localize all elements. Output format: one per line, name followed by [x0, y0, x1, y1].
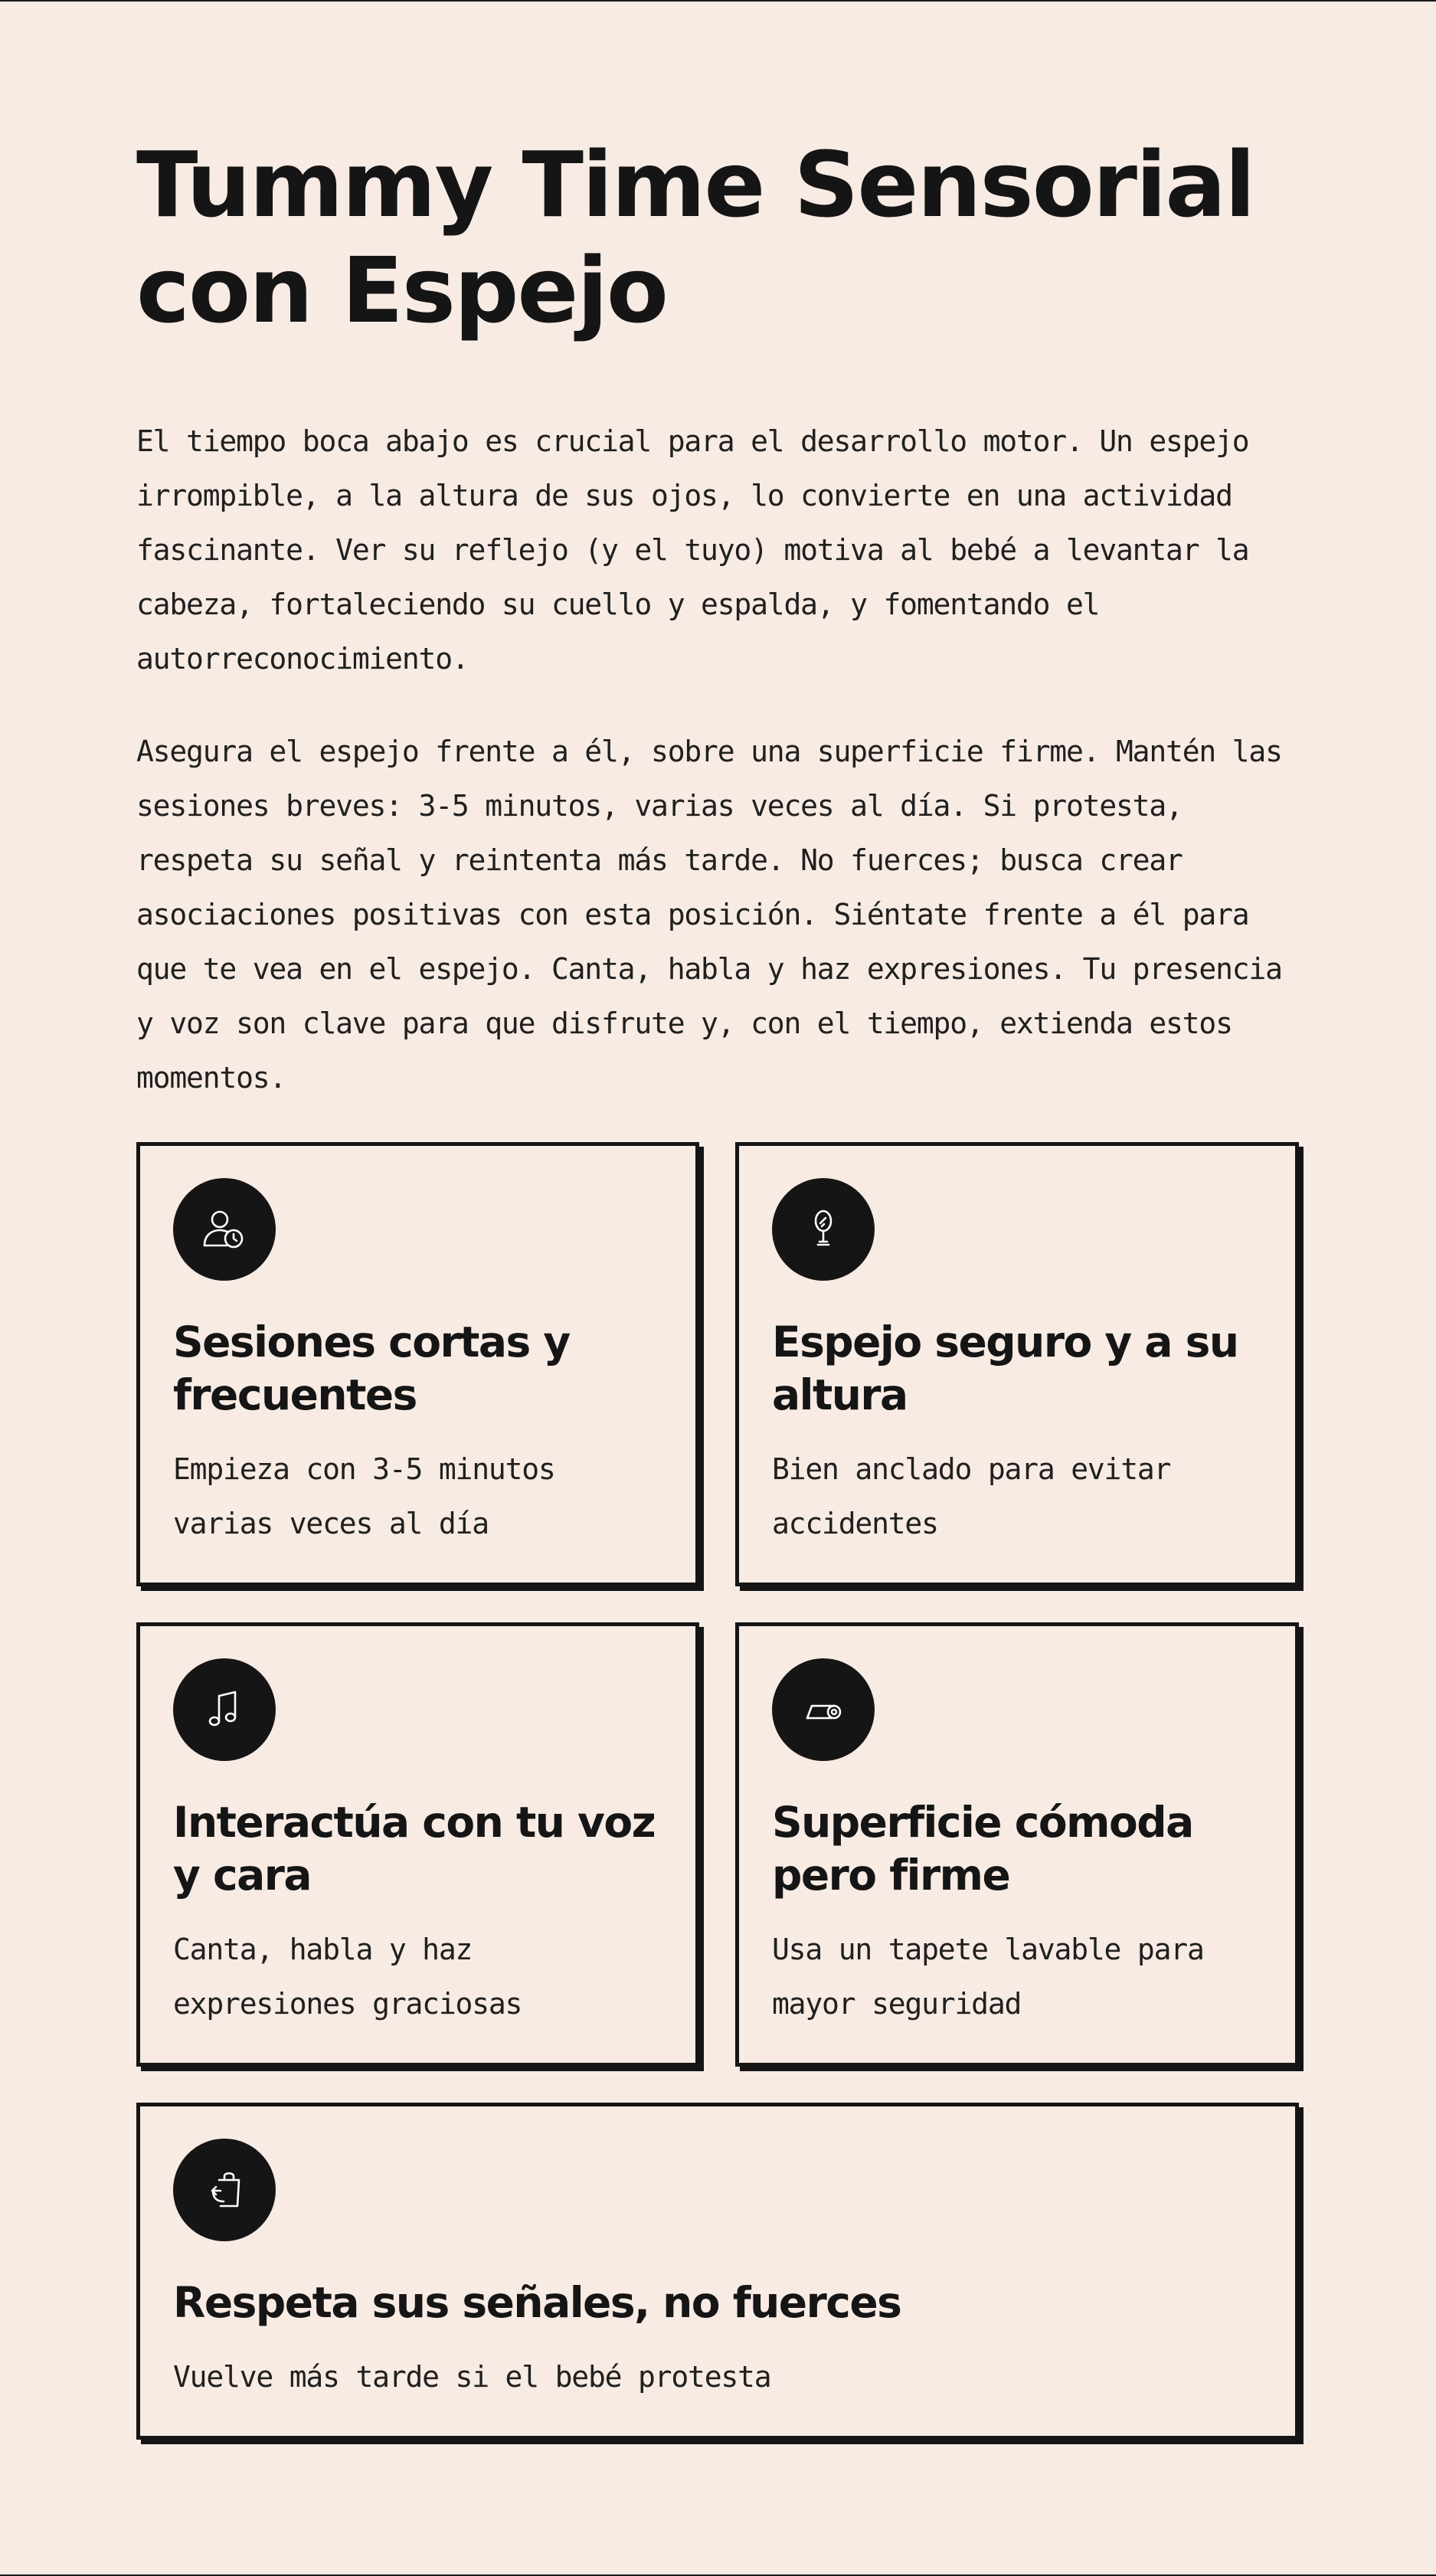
hand-mirror-icon: [772, 1178, 875, 1281]
intro-paragraph: Asegura el espejo frente a él, sobre una superficie firme. Mantén las sesiones breves: 3-5 minutos, varias veces al día. Si protesta, respeta su señal y reintenta más tarde. No fuerces; busca crear asociaciones positivas con esta posición. Siéntate frente a él para que te vea en el espejo. Canta, habla y haz expresiones. Tu presencia y voz son clave para que disfrute y, con el tiempo, extienda estos momentos.: [136, 735, 1282, 1095]
tip-card-voice-face: [136, 1622, 699, 2067]
page-title: Tummy Time Sensorial con Espejo: [136, 132, 1254, 343]
card-description: Empieza con 3-5 minutos varias veces al día: [173, 1452, 555, 1540]
card-description: Canta, habla y haz expresiones graciosas: [173, 1933, 522, 2021]
music-note-icon: [173, 1658, 276, 1761]
rolled-mat-icon: [772, 1658, 875, 1761]
card-title: Interactúa con tu voz y cara: [173, 1798, 656, 1900]
card-description: Usa un tapete lavable para mayor seguridad: [772, 1933, 1204, 2021]
tip-card-short-sessions: [136, 1142, 699, 1586]
intro-paragraph: El tiempo boca abajo es crucial para el desarrollo motor. Un espejo irrompible, a la altura de sus ojos, lo convierte en una actividad fascinante. Ver su reflejo (y el tuyo) motiva al bebé a levantar la cabeza, fortaleciendo su cuello y espalda, y fomentando el autorreconocimiento.: [136, 424, 1249, 676]
person-clock-icon: [173, 1178, 276, 1281]
top-divider: [0, 0, 1436, 2]
tip-card-firm-surface: [735, 1622, 1299, 2067]
card-description: Vuelve más tarde si el bebé protesta: [173, 2360, 771, 2394]
card-description: Bien anclado para evitar accidentes: [772, 1452, 1171, 1540]
card-title: Respeta sus señales, no fuerces: [173, 2278, 901, 2327]
tip-card-respect-signals: [136, 2103, 1299, 2440]
card-title: Superficie cómoda pero firme: [772, 1798, 1193, 1900]
tip-card-safe-mirror: [735, 1142, 1299, 1586]
return-bag-icon: [173, 2139, 276, 2241]
card-title: Espejo seguro y a su altura: [772, 1317, 1238, 1419]
card-title: Sesiones cortas y frecuentes: [173, 1317, 570, 1419]
